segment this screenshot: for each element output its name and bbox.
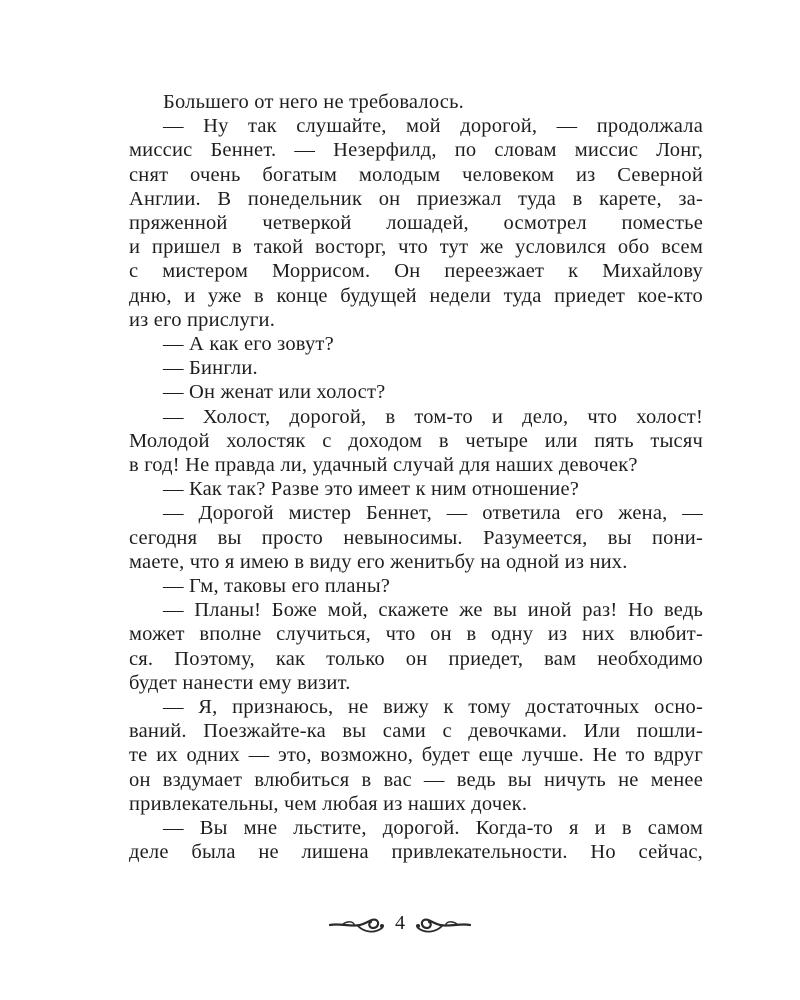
text-line: — Он женат или холост? — [163, 381, 386, 404]
text-line: те их одних — это, возможно, будет еще лучше. Не то вдруг — [129, 744, 703, 767]
text-line: Англии. В понедельник он приезжал туда в карете, за- — [129, 187, 703, 210]
text-line: сегодня вы просто невыносимы. Разумеется, вы пони- — [129, 526, 703, 549]
text-line: пряженной четверкой лошадей, осмотрел поместье — [129, 212, 703, 235]
text-line: будет нанести ему визит. — [129, 671, 351, 694]
text-line: — Я, признаюсь, не вижу к тому достаточных осно- — [163, 696, 703, 719]
text-line: — Ну так слушайте, мой дорогой, — продолжала — [163, 115, 703, 138]
text-line: привлекательны, чем любая из наших дочек. — [129, 792, 528, 815]
text-line: Молодой холостяк с доходом в четыре или пять тысяч — [129, 429, 703, 452]
text-line: и пришел в такой восторг, что тут же условился обо всем — [129, 236, 703, 259]
body-text — [129, 90, 703, 865]
text-line: — Гм, таковы его планы? — [163, 575, 391, 598]
text-line: с мистером Моррисом. Он переезжает к Михайлову — [129, 260, 703, 283]
text-line: дню, и уже в конце будущей недели туда приедет кое-кто — [129, 284, 703, 307]
text-line: он вздумает влюбиться в вас — ведь вы ничуть не менее — [129, 768, 703, 791]
text-line: из его прислуги. — [129, 308, 276, 331]
page-number: 4 — [395, 912, 405, 934]
text-line: деле была не лишена привлекательности. Но сейчас, — [129, 841, 703, 864]
text-line: — Холост, дорогой, в том-то и дело, что холост! — [163, 405, 703, 428]
text-line: — А как его зовут? — [163, 333, 334, 356]
text-line: — Планы! Боже мой, скажете же вы иной раз! Но ведь — [163, 599, 703, 622]
text-line: маете, что я имею в виду его женитьбу на одной из них. — [129, 550, 628, 573]
text-line: миссис Беннет. — Незерфилд, по словам миссис Лонг, — [129, 139, 703, 162]
text-line: снят очень богатым молодым человеком из Северной — [129, 163, 703, 186]
text-line: ваний. Поезжайте-ка вы сами с девочками. Или пошли- — [129, 720, 703, 743]
text-line: Большего от него не требовалось. — [163, 91, 464, 113]
right-flourish-icon — [414, 906, 472, 940]
page-footer — [0, 906, 800, 946]
text-line: — Как так? Разве это имеет к ним отношение? — [163, 478, 580, 501]
text-line: — Вы мне льстите, дорогой. Когда-то я и в самом — [163, 817, 703, 840]
text-line: — Бингли. — [163, 357, 258, 380]
left-flourish-icon — [328, 906, 386, 940]
text-line: в год! Не правда ли, удачный случай для наших девочек? — [129, 454, 638, 477]
text-line: может вполне случиться, что он в одну из них влюбит- — [129, 623, 703, 646]
text-line: ся. Поэтому, как только он приедет, вам необходимо — [129, 647, 703, 670]
text-line: — Дорогой мистер Беннет, — ответила его жена, — — [163, 502, 703, 525]
